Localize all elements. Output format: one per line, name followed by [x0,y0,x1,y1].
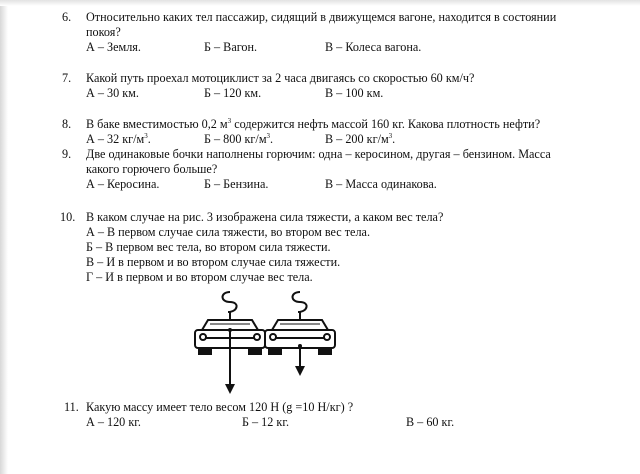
question-text: Относительно каких тел пассажир, сидящий в движущемся вагоне, находится в состоянии [86,10,557,24]
option-c: В – И в первом и во втором случае сила тяжести. [86,255,341,269]
question-number: 7. [62,71,72,85]
option-c: В – 60 кг. [406,415,455,429]
question-9 [62,147,622,192]
question-text: В каком случае на рис. 3 изображена сила тяжести, а каком вес тела? [86,210,444,224]
answer-options [62,132,622,147]
question-text: В баке вместимостью 0,2 $м^3$ содержится нефть массой 160 кг. Какова плотность нефти? [86,116,541,131]
question-8 [62,117,622,147]
question-text: Две одинаковые бочки наполнены горючим: одна – керосином, другая – бензином. Масса [86,147,551,161]
option-c: В – Колеса вагона. [325,40,422,54]
option-b: Б – 120 км. [204,86,262,100]
answer-options [62,40,622,55]
car-wheel [199,348,211,354]
option-d: Г – И в первом и во втором случае вес тела. [86,270,313,284]
option-a: А – 32 $кг/м^3$. [86,131,151,146]
option-b: Б – 12 кг. [242,415,290,429]
question-number: 9. [62,147,72,161]
car-wheel [269,348,281,354]
figure-cars [190,290,350,400]
option-a: А – В первом случае сила тяжести, во втором вес тела. [86,225,370,239]
page-shadow-left [0,0,8,474]
cars-illustration [190,290,350,400]
option-b: Б – Бензина. [204,177,269,191]
option-b: Б – Вагон. [204,40,258,54]
question-10 [62,210,622,285]
question-text: Какой путь проехал мотоциклист за 2 часа двигаясь со скоростью 60 км/ч? [86,71,475,85]
question-number: 11. [64,400,79,414]
page-shadow-top [0,0,640,6]
answer-options [62,415,622,430]
car-wheel [249,348,261,354]
option-a: А – 30 км. [86,86,139,100]
question-6 [62,10,622,55]
option-c: В – 200 $кг/м^3$. [325,131,396,146]
option-b: Б – 800 $кг/м^3$. [204,131,274,146]
car-roof [272,320,328,330]
question-text: Какую массу имеет тело весом 120 Н (g =10 Н/кг) ? [86,400,354,414]
question-text-cont: покоя? [86,25,121,39]
question-text-cont: какого горючего больше? [86,162,218,176]
option-a: А – Керосина. [86,177,160,191]
hook-icon [223,292,237,312]
question-11 [62,400,622,430]
car-wheel [319,348,331,354]
question-7 [62,71,622,101]
option-a: А – 120 кг. [86,415,141,429]
option-c: В – 100 км. [325,86,384,100]
answer-options [62,86,622,101]
option-b: Б – В первом вес тела, во втором сила тяжести. [86,240,331,254]
question-number: 8. [62,117,72,131]
question-number: 10. [60,210,76,224]
answer-options [62,177,622,192]
hook-icon [293,292,307,312]
option-a: А – Земля. [86,40,141,54]
question-number: 6. [62,10,72,24]
option-c: В – Масса одинакова. [325,177,437,191]
